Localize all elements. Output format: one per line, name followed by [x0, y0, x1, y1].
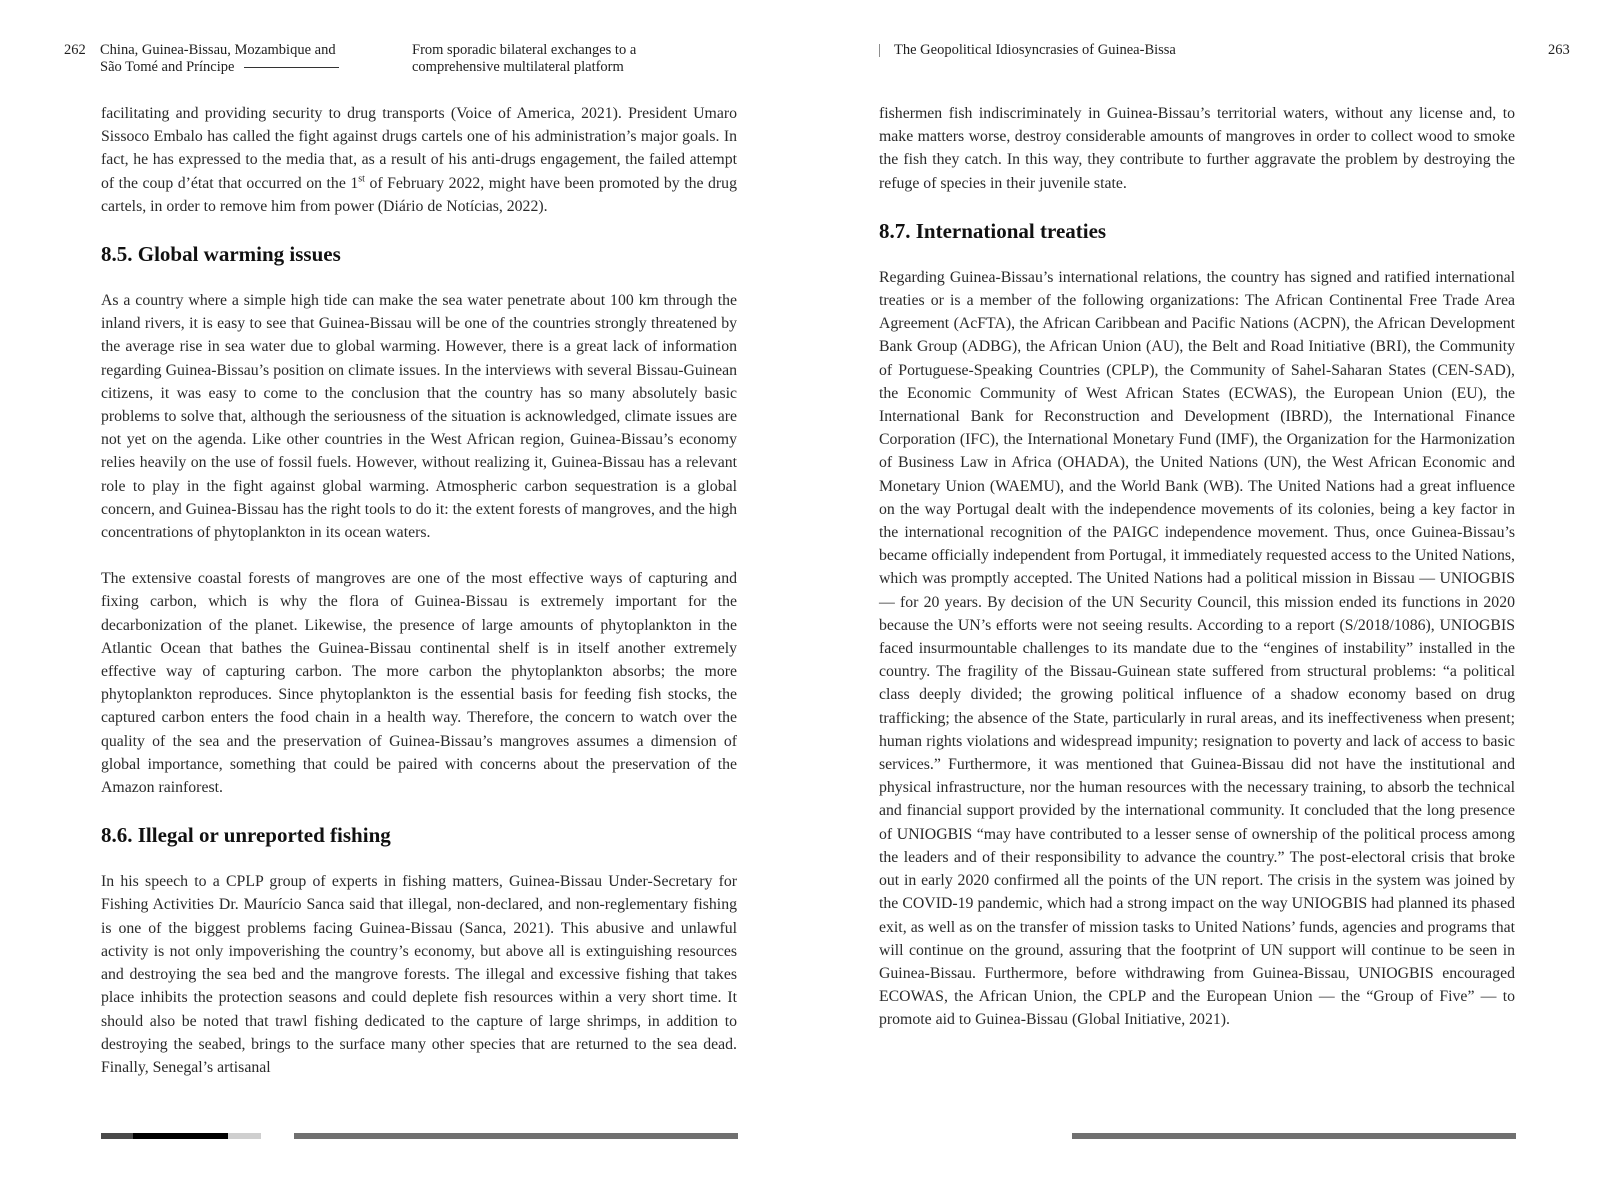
section-heading: 8.6. Illegal or unreported fishing: [101, 823, 391, 848]
footer-rule: [294, 1133, 738, 1139]
right-page: [800, 0, 1600, 1200]
footer-segment: [228, 1133, 261, 1139]
section-heading: 8.5. Global warming issues: [101, 242, 341, 267]
footer-rule: [1072, 1133, 1516, 1139]
body-paragraph: fishermen fish indiscriminately in Guinea-Bissau’s territorial waters, without any license and, to make matters worse, destroy considerable amounts of mangroves in order to collect wood to smoke the fish they catch. In this way, they contribute to further aggravate the problem by destroying the refuge of species in their juvenile state.: [879, 105, 1515, 192]
superscript: st: [358, 173, 365, 185]
running-head-line: comprehensive multilateral platform: [412, 59, 624, 75]
page-number: 262: [64, 42, 86, 58]
page-body: [101, 102, 737, 1102]
running-head-rule: [244, 67, 339, 68]
running-head-line: China, Guinea-Bissau, Mozambique and: [100, 42, 336, 58]
body-paragraph: [101, 102, 737, 218]
running-head-line: From sporadic bilateral exchanges to a: [412, 42, 637, 58]
body-paragraph: Regarding Guinea-Bissau’s international relations, the country has signed and ratified international treaties or is a member of the following organizations: The African Continental Free Trade Area Agreement (AcFTA), the African Caribbean and Pacific Nations (ACPN), the African Development Bank Group (ADBG), the African Union (AU), the Belt and Road Initiative (BRI), the Community of Portuguese-Speaking Countries (CPLP), the Community of Sahel-Saharan States (CEN-SAD), the Economic Community of West African States (ECWAS), the European Union (EU), the International Bank for Reconstruction and Development (IBRD), the International Finance Corporation (IFC), the International Monetary Fund (IMF), the Organization for the Harmonization of Business Law in Africa (OHADA), the United Nations (UN), the West African Economic and Monetary Union (WAEMU), and the World Bank (WB). The United Nations had a great influence on the way Portugal dealt with the independence movements of its colonies, being a key factor in the international recognition of the PAIGC independence movement. Thus, once Guinea-Bissau’s became officially independent from Portugal, it immediately requested access to the United Nations, which was promptly accepted. The United Nations had a political mission in Bissau — UNIOGBIS — for 20 years. By decision of the UN Security Council, this mission ended its functions in 2020 because the UN’s efforts were not seeing results. According to a report (S/2018/1086), UNIOGBIS faced insurmountable challenges to its mandate due to the “engines of instability” installed in the country. The fragility of the Bissau-Guinean state suffered from structural problems: “a political class deeply divided; the growing political influence of a shadow economy based on drug trafficking; the absence of the State, particularly in rural areas, and its ineffectiveness when present; human rights violations and widespread impunity; resignation to poverty and lack of access to basic services.” Furthermore, it was mentioned that Guinea-Bissau did not have the institutional and physical infrastructure, nor the human resources with the necessary training, to absorb the technical and financial support provided by the international community. It concluded that the long presence of UNIOGBIS “may have contributed to a lesser sense of ownership of the political process among the leaders and of their responsibility to advance the country.” The post-electoral crisis that broke out in early 2020 confirmed all the points of the UN report. The crisis in the system was joined by the COVID-19 pandemic, which had a strong impact on the way UNIOGBIS had planned its phased exit, as well as on the transfer of mission tasks to United Nations’ funds, agencies and programs that will continue on the ground, assuring that the footprint of UN support will continue to be seen in Guinea-Bissau. Furthermore, before withdrawing from Guinea-Bissau, UNIOGBIS encouraged ECOWAS, the African Union, the CPLP and the European Union — the “Group of Five” — to promote aid to Guinea-Bissau (Global Initiative, 2021).: [879, 268, 1515, 1029]
text-run: facilitating and providing security to drug transports (Voice of America, 2021). President Umaro Sissoco Embalo has called the fight against drugs cartels one of his administration’s major goals. In fact, he has expressed to the media that, as a result of his anti-drugs engagement, the failed attempt of the coup d’état that occurred on the 1: [101, 105, 737, 192]
page-number: 263: [1548, 42, 1570, 58]
section-heading: 8.7. International treaties: [879, 218, 1107, 243]
footer-segment: [101, 1133, 133, 1139]
running-head-part-title: The Geopolitical Idiosyncrasies of Guinea-Bissa: [894, 42, 1176, 58]
text-run: of February 2022, might have been promoted by the drug cartels, in order to remove him from power (Diário de Notícias, 2022).: [101, 174, 737, 215]
running-head-book-title: [100, 42, 360, 76]
running-head-separator: |: [878, 42, 881, 58]
footer-segment: [133, 1133, 228, 1139]
page-body: [879, 102, 1515, 1055]
body-paragraph: In his speech to a CPLP group of experts in fishing matters, Guinea-Bissau Under-Secretary for Fishing Activities Dr. Maurício Sanca said that illegal, non-declared, and non-reglementary fishing is one of the biggest problems facing Guinea-Bissau (Sanca, 2021). This abusive and unlawful activity is not only impoverishing the country’s economy, but above all is extinguishing resources and destroying the sea bed and the mangrove forests. The illegal and excessive fishing that takes place inhibits the protection seasons and could deplete fish resources within a very short time. It should also be noted that trawl fishing dedicated to the capture of large shrimps, in addition to destroying the seabed, brings to the surface many other species that are returned to the sea dead. Finally, Senegal’s artisanal: [101, 873, 737, 1076]
running-head-line: São Tomé and Príncipe: [100, 59, 235, 75]
body-paragraph: As a country where a simple high tide can make the sea water penetrate about 100 km through the inland rivers, it is easy to see that Guinea-Bissau will be one of the countries strongly threatened by the average rise in sea water due to global warming. However, there is a great lack of information regarding Guinea-Bissau’s position on climate issues. In the interviews with several Bissau-Guinean citizens, it was easy to come to the conclusion that the country has so many absolutely basic problems to solve that, although the seriousness of the situation is acknowledged, climate issues are not yet on the agenda. Like other countries in the West African region, Guinea-Bissau’s economy relies heavily on the use of fossil fuels. However, without realizing it, Guinea-Bissau has a relevant role to play in the fight against global warming. Atmospheric carbon sequestration is a global concern, and Guinea-Bissau has the right tools to do it: the extent forests of mangroves, and the high concentrations of phytoplankton in its ocean waters.: [101, 292, 737, 542]
running-head-chapter-title: [412, 42, 672, 76]
body-paragraph: The extensive coastal forests of mangroves are one of the most effective ways of capturing and fixing carbon, which is why the flora of Guinea-Bissau is extremely important for the decarbonization of the planet. Likewise, the presence of large amounts of phytoplankton in the Atlantic Ocean that bathes the Guinea-Bissau continental shelf is in itself another extremely effective way of capturing carbon. The more carbon the phytoplankton absorbs; the more phytoplankton reproduces. Since phytoplankton is the essential basis for feeding fish stocks, the captured carbon enters the food chain in a health way. Therefore, the concern to watch over the quality of the sea and the preservation of Guinea-Bissau’s mangroves assumes a dimension of global importance, something that could be paired with concerns about the preservation of the Amazon rainforest.: [101, 570, 737, 797]
